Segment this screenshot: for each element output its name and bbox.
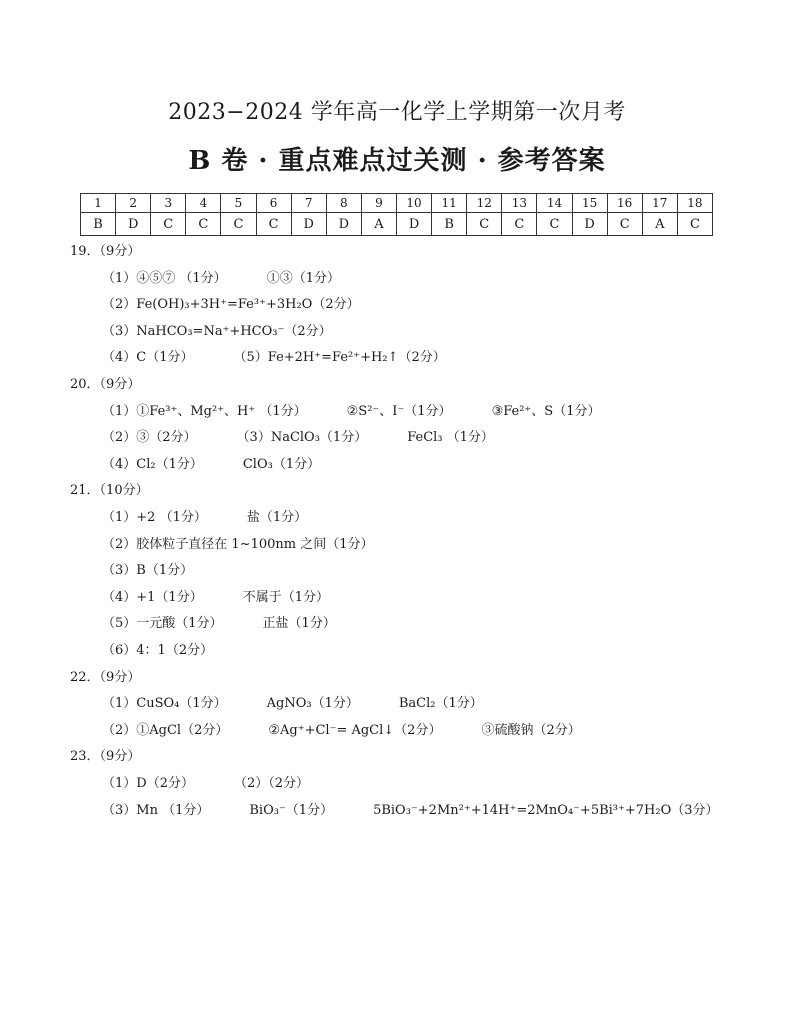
answer-cell: D [572, 213, 607, 236]
answer-cell: D [116, 213, 151, 236]
question-number-cell: 18 [677, 194, 712, 213]
answer-part: （2）（2分） [233, 776, 310, 791]
answer-part: （3）NaHCO₃=Na⁺+HCO₃⁻（2分） [102, 323, 332, 339]
answer-line [102, 346, 446, 365]
question-number-cell: 15 [572, 194, 607, 213]
answer-part: 5BiO₃⁻+2Mn²⁺+14H⁺=2MnO₄⁻+5Bi³⁺+7H₂O（3分） [373, 802, 719, 818]
answer-part: （5）一元酸（1分） [102, 616, 223, 632]
answer-cell: D [396, 213, 431, 236]
question-number-cell: 4 [186, 194, 221, 213]
answer-line [102, 559, 193, 578]
answer-part: ①③（1分） [266, 270, 340, 286]
answer-cell: C [151, 213, 186, 236]
answer-part: FeCl₃ （1分） [407, 430, 494, 446]
answer-part: （3）B（1分） [102, 563, 194, 579]
question-number-cell: 3 [151, 194, 186, 213]
answer-part: （2）①AgCl（2分） [102, 722, 229, 738]
answer-part: （1）①Fe³⁺、Mg²⁺、H⁺ （1分） [102, 403, 307, 419]
answer-table-answer-row [81, 213, 713, 236]
answer-line [102, 586, 329, 605]
answer-line [102, 612, 336, 631]
question-number-cell: 8 [326, 194, 361, 213]
answer-part: BiO₃⁻（1分） [249, 802, 334, 818]
page-title: 2023−2024 学年高一化学上学期第一次月考 [168, 100, 626, 125]
answer-cell: C [186, 213, 221, 236]
question-number-cell: 11 [432, 194, 467, 213]
question-number-cell: 2 [116, 194, 151, 213]
answer-cell: D [291, 213, 326, 236]
answer-cell: C [502, 213, 537, 236]
answer-cell: C [607, 213, 642, 236]
page-subtitle: B 卷 · 重点难点过关测 · 参考答案 [188, 146, 606, 176]
answer-line [102, 400, 600, 419]
answer-cell: B [81, 213, 116, 236]
answer-part: （5）Fe+2H⁺=Fe²⁺+H₂↑（2分） [233, 350, 446, 366]
answer-line [102, 426, 494, 445]
answer-part: （2）Fe(OH)₃+3H⁺=Fe³⁺+3H₂O（2分） [102, 297, 360, 313]
question-number-cell: 6 [256, 194, 291, 213]
answer-part: （4）C（1分） [102, 350, 194, 366]
answer-part: （1）CuSO₄（1分） [102, 696, 227, 712]
answer-part: AgNO₃（1分） [266, 696, 359, 712]
answer-part: （3）Mn （1分） [102, 802, 210, 818]
answer-part: 正盐（1分） [262, 616, 336, 632]
answer-line [102, 719, 581, 738]
answer-line [102, 293, 360, 312]
answer-line [102, 772, 309, 791]
answer-cell: C [467, 213, 502, 236]
question-number-cell: 14 [537, 194, 572, 213]
answer-part: （1）④⑤⑦ （1分） [102, 270, 227, 286]
answer-line [102, 533, 373, 552]
question-number-cell: 9 [361, 194, 396, 213]
answer-part: BaCl₂（1分） [398, 696, 483, 712]
answer-cell: C [256, 213, 291, 236]
answer-part: ③硫酸钠（2分） [481, 722, 581, 738]
answer-line [102, 799, 719, 818]
answer-part: ②S²⁻、I⁻（1分） [346, 403, 452, 419]
question-number-cell: 13 [502, 194, 537, 213]
answer-part: （4）Cl₂（1分） [102, 456, 203, 472]
answer-part: ③Fe²⁺、S（1分） [491, 403, 601, 419]
question-number-cell: 1 [81, 194, 116, 213]
answer-cell: A [361, 213, 396, 236]
question-number-cell: 12 [467, 194, 502, 213]
question-header: 21．（10分） [70, 483, 149, 499]
answer-line [102, 506, 307, 525]
answer-cell: A [642, 213, 677, 236]
answer-table [80, 193, 713, 236]
answer-part: （1）+2 （1分） [102, 510, 207, 525]
answer-cell: C [537, 213, 572, 236]
question-header: 22．（9分） [70, 669, 141, 685]
answer-part: 盐（1分） [246, 510, 308, 525]
question-number-cell: 7 [291, 194, 326, 213]
question-number-cell: 5 [221, 194, 256, 213]
question-header: 23．（9分） [70, 749, 141, 765]
answer-cell: C [677, 213, 712, 236]
answer-part: ClO₃（1分） [242, 456, 321, 472]
answer-line [102, 639, 213, 658]
answer-cell: D [326, 213, 361, 236]
answer-part: （2）③（2分） [102, 430, 197, 446]
answer-table-number-row [81, 194, 713, 213]
answer-part: （1）D（2分） [102, 776, 194, 791]
question-header: 20．（9分） [70, 377, 141, 392]
question-header: 19．（9分） [70, 244, 141, 259]
question-number-cell: 17 [642, 194, 677, 213]
answer-line [102, 692, 483, 711]
answer-cell: C [221, 213, 256, 236]
answer-line [102, 320, 332, 339]
answer-cell: B [432, 213, 467, 236]
answer-part: 不属于（1分） [242, 589, 329, 605]
answer-part: （3）NaClO₃（1分） [236, 430, 368, 446]
answer-part: ②Ag⁺+Cl⁻= AgCl↓（2分） [268, 722, 442, 738]
answer-part: （2）胶体粒子直径在 1~100nm 之间（1分） [102, 536, 374, 552]
answer-part: （6）4：1（2分） [102, 643, 214, 658]
answer-part: （4）+1（1分） [102, 589, 203, 605]
question-number-cell: 10 [396, 194, 431, 213]
question-number-cell: 16 [607, 194, 642, 213]
answer-line [102, 453, 320, 472]
answer-line [102, 267, 340, 286]
